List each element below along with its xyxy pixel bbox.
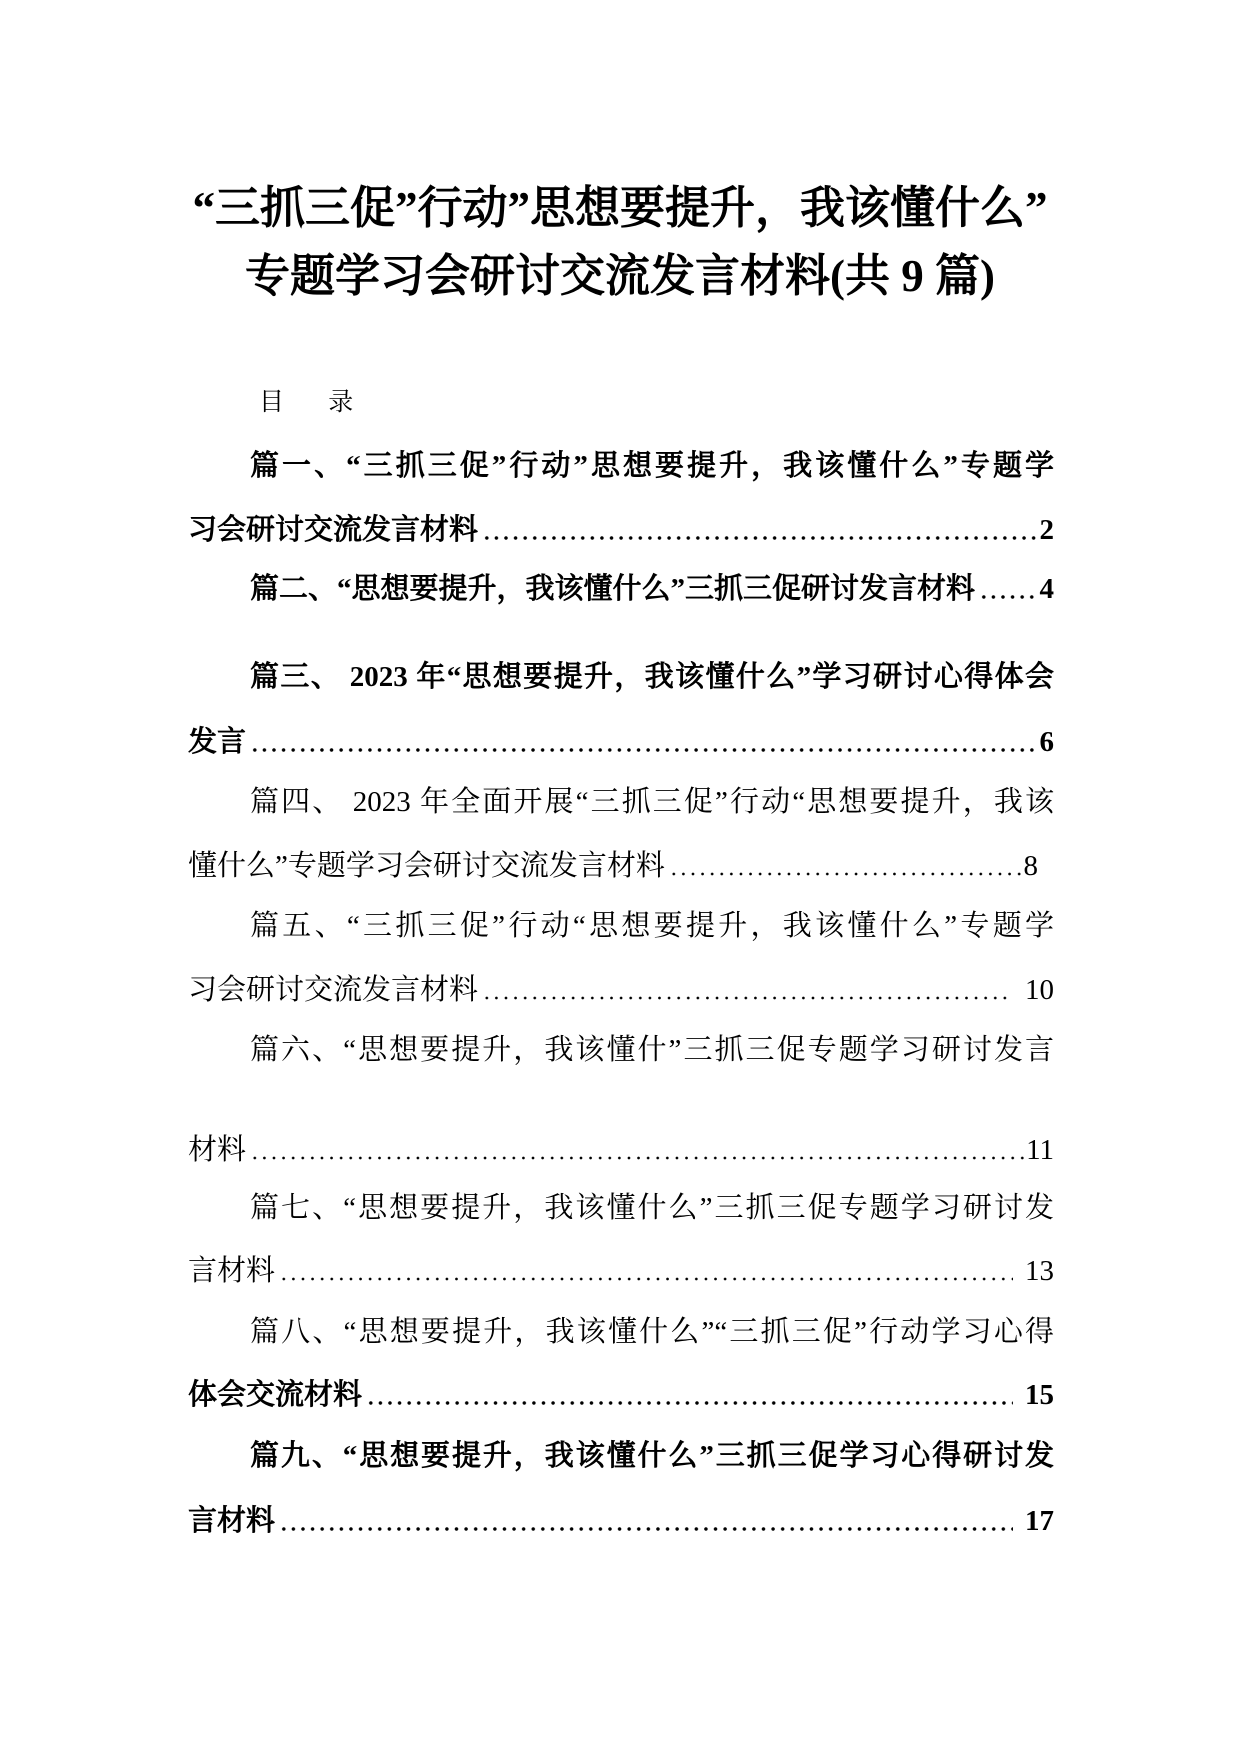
toc-entry-line bbox=[188, 970, 1054, 1010]
toc-leader bbox=[482, 510, 1037, 550]
toc-leader bbox=[669, 846, 1022, 886]
toc-entry-title-start: 篇七、“思想要提升，我该懂什么”三抓三促专题学习研讨发 bbox=[250, 1192, 1054, 1224]
toc-entry-title-end: 习会研讨交流发言材料 bbox=[188, 514, 479, 546]
toc-page-number: 4 bbox=[1039, 573, 1054, 605]
toc-entry-title-start: 篇四、 2023 年全面开展“三抓三促”行动“思想要提升，我该 bbox=[250, 786, 1054, 818]
toc-page-number: 15 bbox=[1025, 1379, 1054, 1411]
toc-leader bbox=[979, 569, 1037, 609]
toc-leader bbox=[279, 1251, 1013, 1291]
toc-leader bbox=[250, 1130, 1024, 1170]
toc-entry-title-end: 言材料 bbox=[188, 1255, 276, 1287]
toc-entry-title-start: 篇三、 2023 年“思想要提升，我该懂什么”学习研讨心得体会 bbox=[250, 661, 1054, 693]
toc-page-number: 13 bbox=[1025, 1255, 1054, 1287]
toc-page-number: 8 bbox=[1023, 850, 1038, 882]
toc-page-number: 17 bbox=[1025, 1505, 1054, 1537]
toc-entry-line bbox=[188, 1130, 1054, 1170]
toc-page-number: 11 bbox=[1026, 1134, 1054, 1166]
toc-entry-line bbox=[250, 569, 1054, 609]
toc-leader bbox=[366, 1375, 1013, 1415]
toc-entry-title-end: 材料 bbox=[188, 1134, 247, 1166]
toc-leader bbox=[250, 722, 1037, 762]
toc-entry-title-end: 懂什么”专题学习会研讨交流发言材料 bbox=[188, 850, 665, 882]
toc-entry-line bbox=[188, 510, 1054, 550]
toc-entry-line bbox=[188, 846, 1038, 886]
toc-entry-title-end: 体会交流材料 bbox=[188, 1379, 363, 1411]
toc-leader bbox=[482, 970, 1013, 1010]
toc-entry-line bbox=[188, 1375, 1054, 1415]
toc-page-number: 6 bbox=[1039, 726, 1054, 758]
toc-page-number: 2 bbox=[1039, 514, 1054, 546]
toc-entry-title-start: 篇五、“三抓三促”行动“思想要提升，我该懂什么”专题学 bbox=[250, 910, 1054, 942]
toc-entry-line bbox=[188, 1251, 1054, 1291]
toc-entry-title-start: 篇一、“三抓三促”行动”思想要提升，我该懂什么”专题学 bbox=[250, 450, 1054, 482]
toc-leader bbox=[279, 1501, 1013, 1541]
toc-entry-title-end: 言材料 bbox=[188, 1505, 276, 1537]
toc-heading: 目 录 bbox=[259, 389, 354, 416]
toc-entry-title-start: 篇八、“思想要提升，我该懂什么”“三抓三促”行动学习心得 bbox=[250, 1316, 1054, 1348]
toc-entry-title-end: 发言 bbox=[188, 726, 247, 758]
toc-entry-title: 篇二、“思想要提升，我该懂什么”三抓三促研讨发言材料 bbox=[250, 573, 976, 605]
toc-entry-title-end: 习会研讨交流发言材料 bbox=[188, 974, 479, 1006]
title-line-2: 专题学习会研讨交流发言材料(共 9 篇) bbox=[245, 251, 995, 301]
toc-entry-line bbox=[188, 722, 1054, 762]
title-line-1: “三抓三促”行动”思想要提升，我该懂什么” bbox=[192, 183, 1048, 233]
toc-page-number: 10 bbox=[1025, 974, 1054, 1006]
toc-entry-title-start: 篇九、“思想要提升，我该懂什么”三抓三促学习心得研讨发 bbox=[250, 1440, 1054, 1472]
toc-entry-line bbox=[188, 1501, 1054, 1541]
toc-entry-title-start: 篇六、“思想要提升，我该懂什”三抓三促专题学习研讨发言 bbox=[250, 1034, 1054, 1066]
